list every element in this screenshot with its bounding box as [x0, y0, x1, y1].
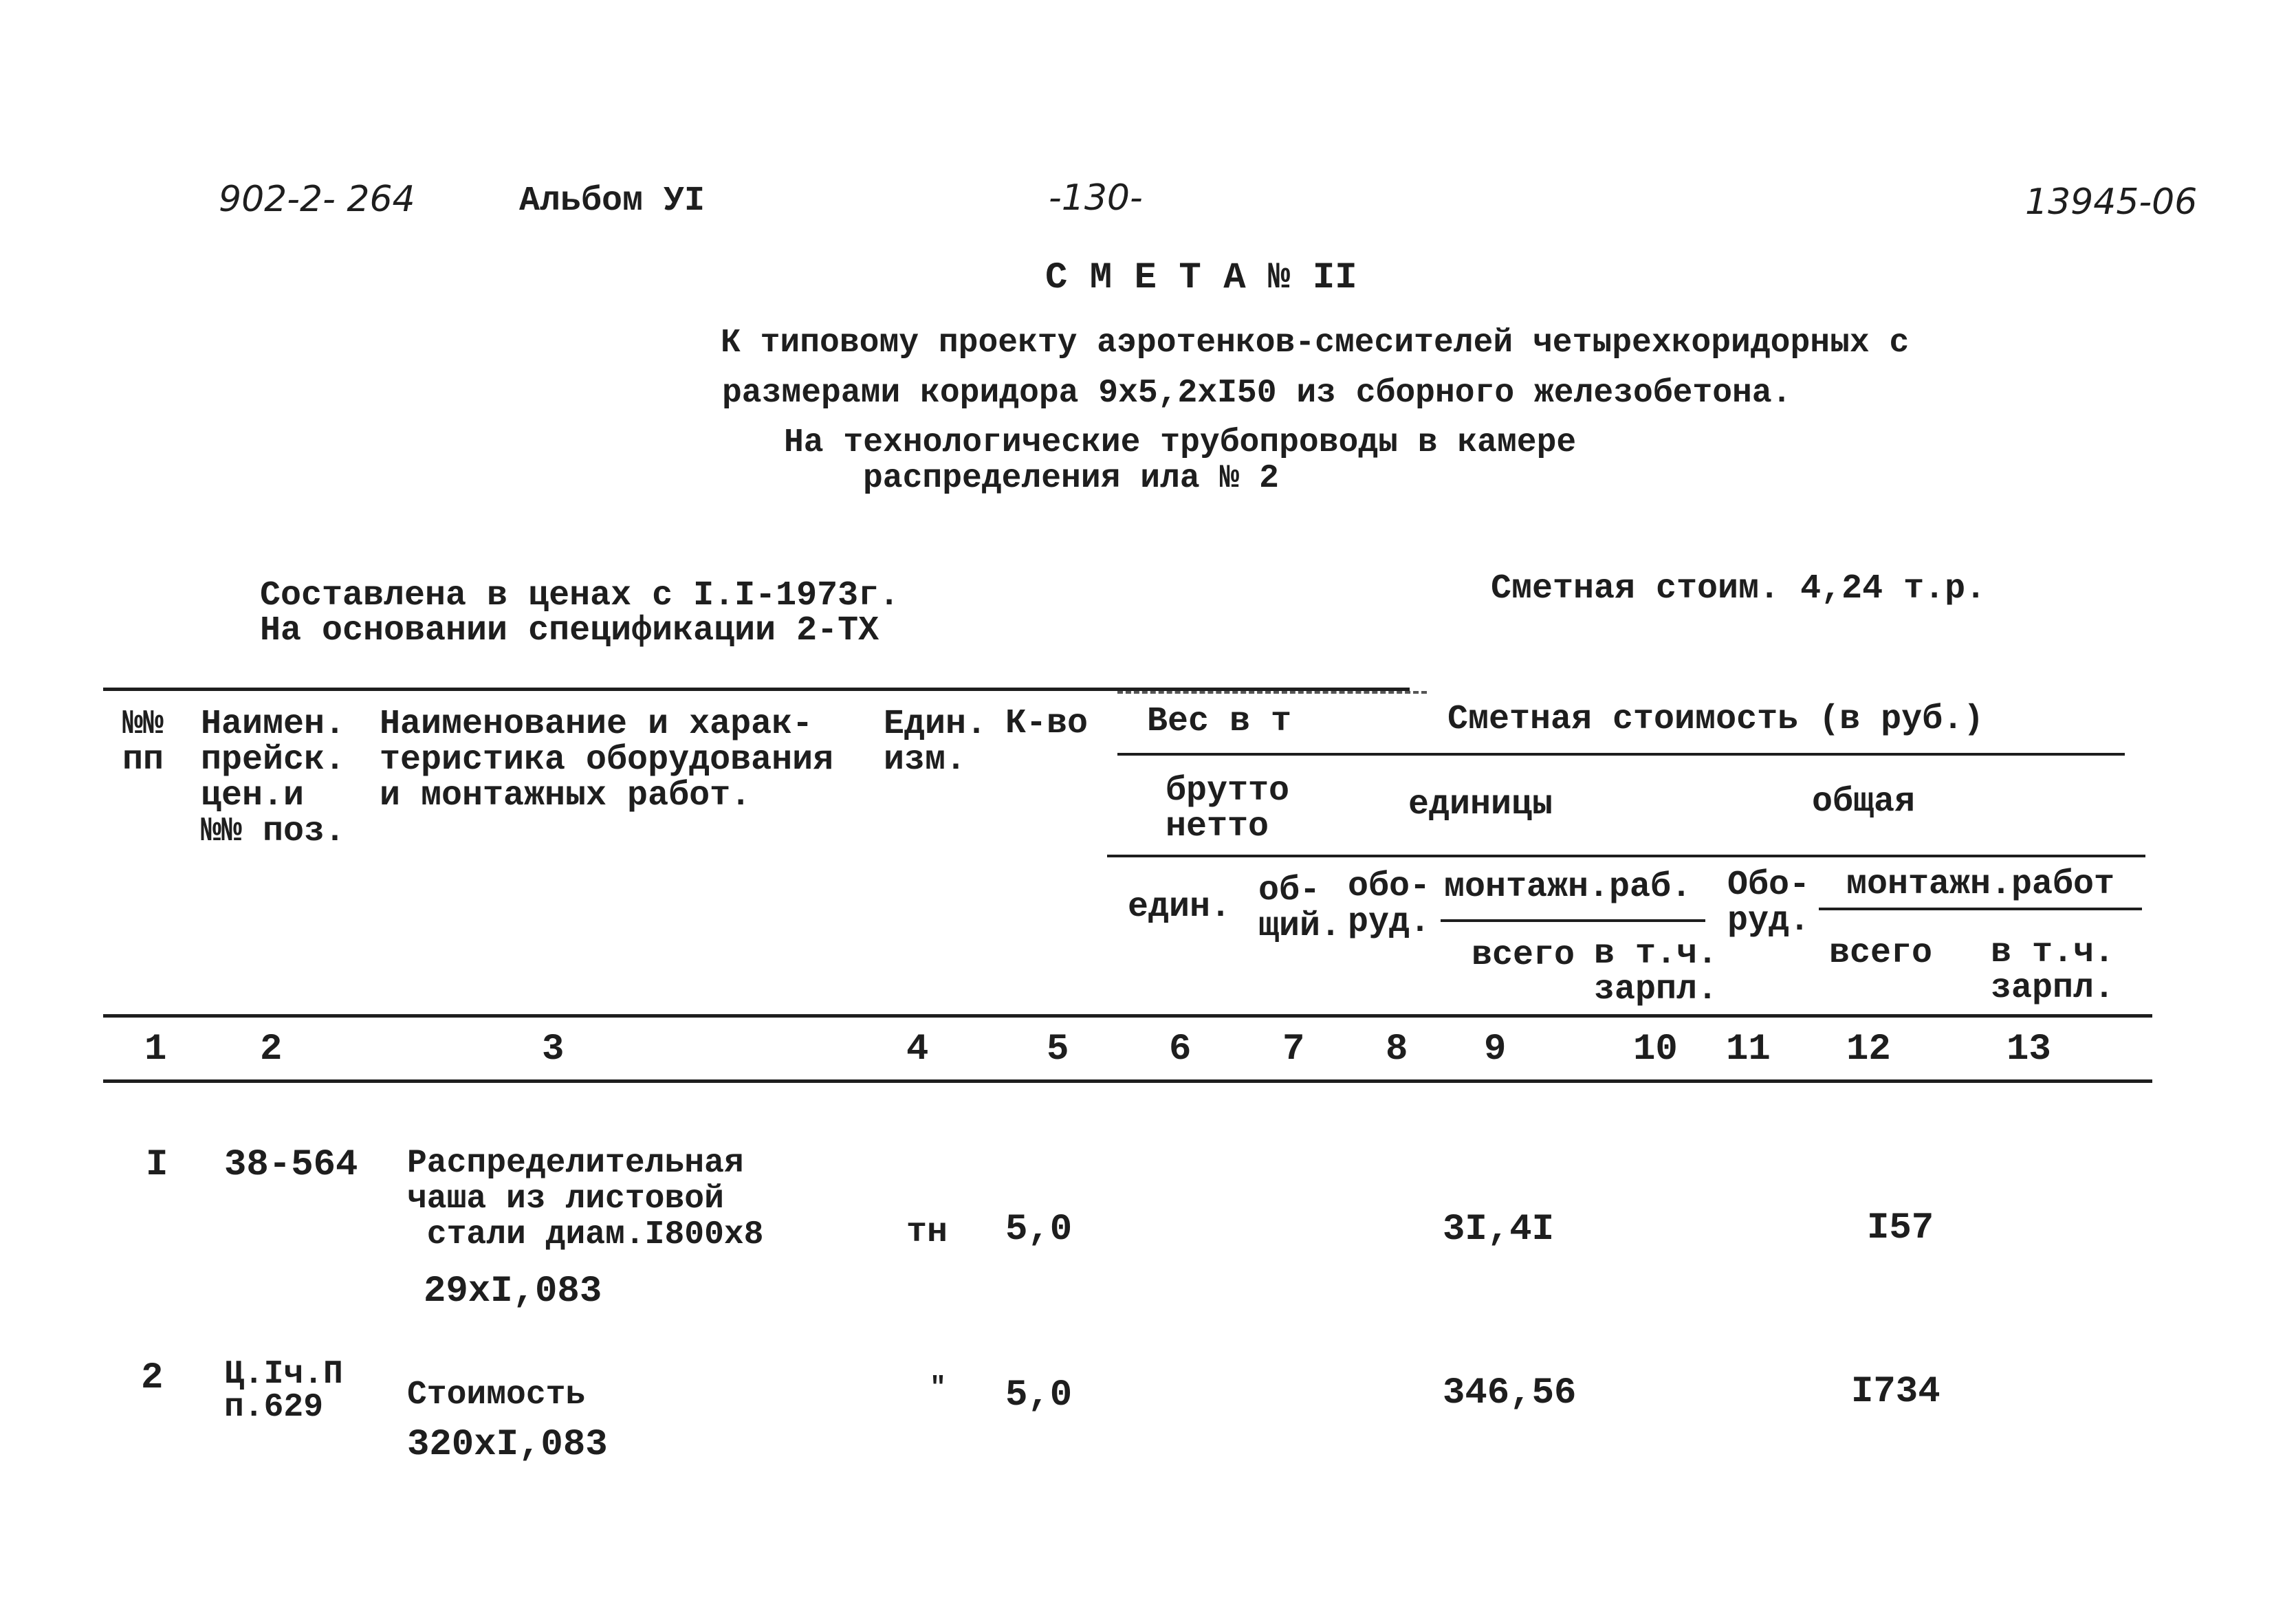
- row-2-calculation: 320хI,083: [407, 1424, 608, 1466]
- row-1-number: I: [146, 1144, 168, 1186]
- header-weight-group: Вес в т: [1147, 702, 1292, 741]
- header-install-total: монтажн.работ: [1846, 865, 2115, 904]
- column-number: 5: [1047, 1029, 1069, 1071]
- row-1-name: Распределительная чаша из листовой стали диам.I800х8: [407, 1145, 764, 1253]
- header-price-list: Наимен. прейск. цен.и №№ поз.: [201, 705, 346, 851]
- header-equipment-unit: обо- руд.: [1348, 867, 1431, 942]
- row-2-unit: ": [930, 1373, 947, 1404]
- table-top-rule-extension: [1117, 691, 1427, 694]
- header-equipment-total: Обо- руд.: [1727, 866, 1811, 941]
- header-install-unit: монтажн.раб.: [1444, 868, 1692, 907]
- row-2-number: 2: [141, 1357, 164, 1399]
- subtitle-line-1: К типовому проекту аэротенков-смесителей четырехкоридорных с: [721, 325, 1910, 362]
- header-install-unit-all: всего: [1472, 936, 1575, 975]
- row-1-code: 38-564: [224, 1144, 358, 1186]
- row-2-unit-install-cost: 346,56: [1443, 1372, 1577, 1414]
- header-equipment-name: Наименование и харак- теристика оборудования и монтажных работ.: [380, 705, 834, 815]
- header-cost-unit-group: единицы: [1408, 785, 1553, 824]
- row-2-total-install-cost: I734: [1851, 1371, 1940, 1413]
- column-number: 10: [1633, 1029, 1678, 1071]
- header-row-number: №№ пп: [122, 705, 164, 780]
- install-unit-divider: [1441, 919, 1705, 922]
- document-title: С М Е Т А № II: [1045, 257, 1357, 299]
- album-label: Альбом УI: [519, 182, 706, 221]
- row-1-unit-install-cost: 3I,4I: [1443, 1209, 1555, 1251]
- row-2-quantity: 5,0: [1005, 1374, 1073, 1416]
- install-total-divider: [1819, 908, 2142, 910]
- header-weight-total: об- щий.: [1258, 871, 1342, 946]
- column-number: 2: [260, 1029, 283, 1071]
- column-number: 6: [1169, 1029, 1192, 1071]
- header-install-total-wages: в т.ч. зарпл.: [1991, 933, 2115, 1008]
- column-number: 3: [542, 1029, 565, 1071]
- weight-cost-divider: [1117, 753, 2125, 756]
- row-1-unit: тн: [906, 1213, 948, 1252]
- header-bottom-rule: [103, 1014, 2152, 1018]
- subtitle-line-3: На технологические трубопроводы в камере: [784, 424, 1577, 461]
- page-number: -130-: [1049, 177, 1143, 219]
- column-number: 9: [1484, 1029, 1507, 1071]
- column-number: 11: [1726, 1029, 1771, 1071]
- header-weight-gross-net: брутто нетто: [1166, 771, 1290, 846]
- row-1-quantity: 5,0: [1005, 1209, 1073, 1251]
- column-number: 7: [1282, 1029, 1305, 1071]
- column-number: 4: [906, 1029, 929, 1071]
- estimated-cost: Сметная стоим. 4,24 т.р.: [1491, 569, 1987, 608]
- header-cost-group: Сметная стоимость (в руб.): [1447, 700, 1985, 739]
- column-number: 1: [144, 1029, 167, 1071]
- column-number: 12: [1846, 1029, 1891, 1071]
- document-number: 13945-06: [2025, 182, 2198, 223]
- header-quantity: К-во: [1005, 704, 1089, 743]
- row-2-name: Стоимость: [407, 1376, 586, 1414]
- header-weight-unit: един.: [1128, 888, 1232, 927]
- header-cost-total-group: общая: [1812, 782, 1916, 822]
- specification-basis: На основании спецификации 2-ТХ: [260, 611, 879, 650]
- row-1-total-install-cost: I57: [1867, 1207, 1934, 1249]
- column-number: 13: [2007, 1029, 2051, 1071]
- header-install-unit-wages: в т.ч. зарпл.: [1594, 934, 1718, 1009]
- header-unit: Един. изм.: [884, 705, 987, 780]
- prices-basis: Составлена в ценах с I.I-1973г.: [260, 576, 900, 615]
- project-code: 902-2- 264: [219, 179, 415, 220]
- subgroup-divider: [1107, 855, 2145, 857]
- subtitle-line-2: размерами коридора 9х5,2хI50 из сборного железобетона.: [722, 375, 1792, 412]
- column-number: 8: [1386, 1029, 1408, 1071]
- row-1-calculation: 29хI,083: [424, 1271, 602, 1313]
- subtitle-line-4: распределения ила № 2: [863, 460, 1279, 497]
- column-number-rule: [103, 1079, 2152, 1083]
- row-2-code: Ц.Iч.П п.629: [224, 1356, 343, 1426]
- header-install-total-all: всего: [1829, 934, 1933, 973]
